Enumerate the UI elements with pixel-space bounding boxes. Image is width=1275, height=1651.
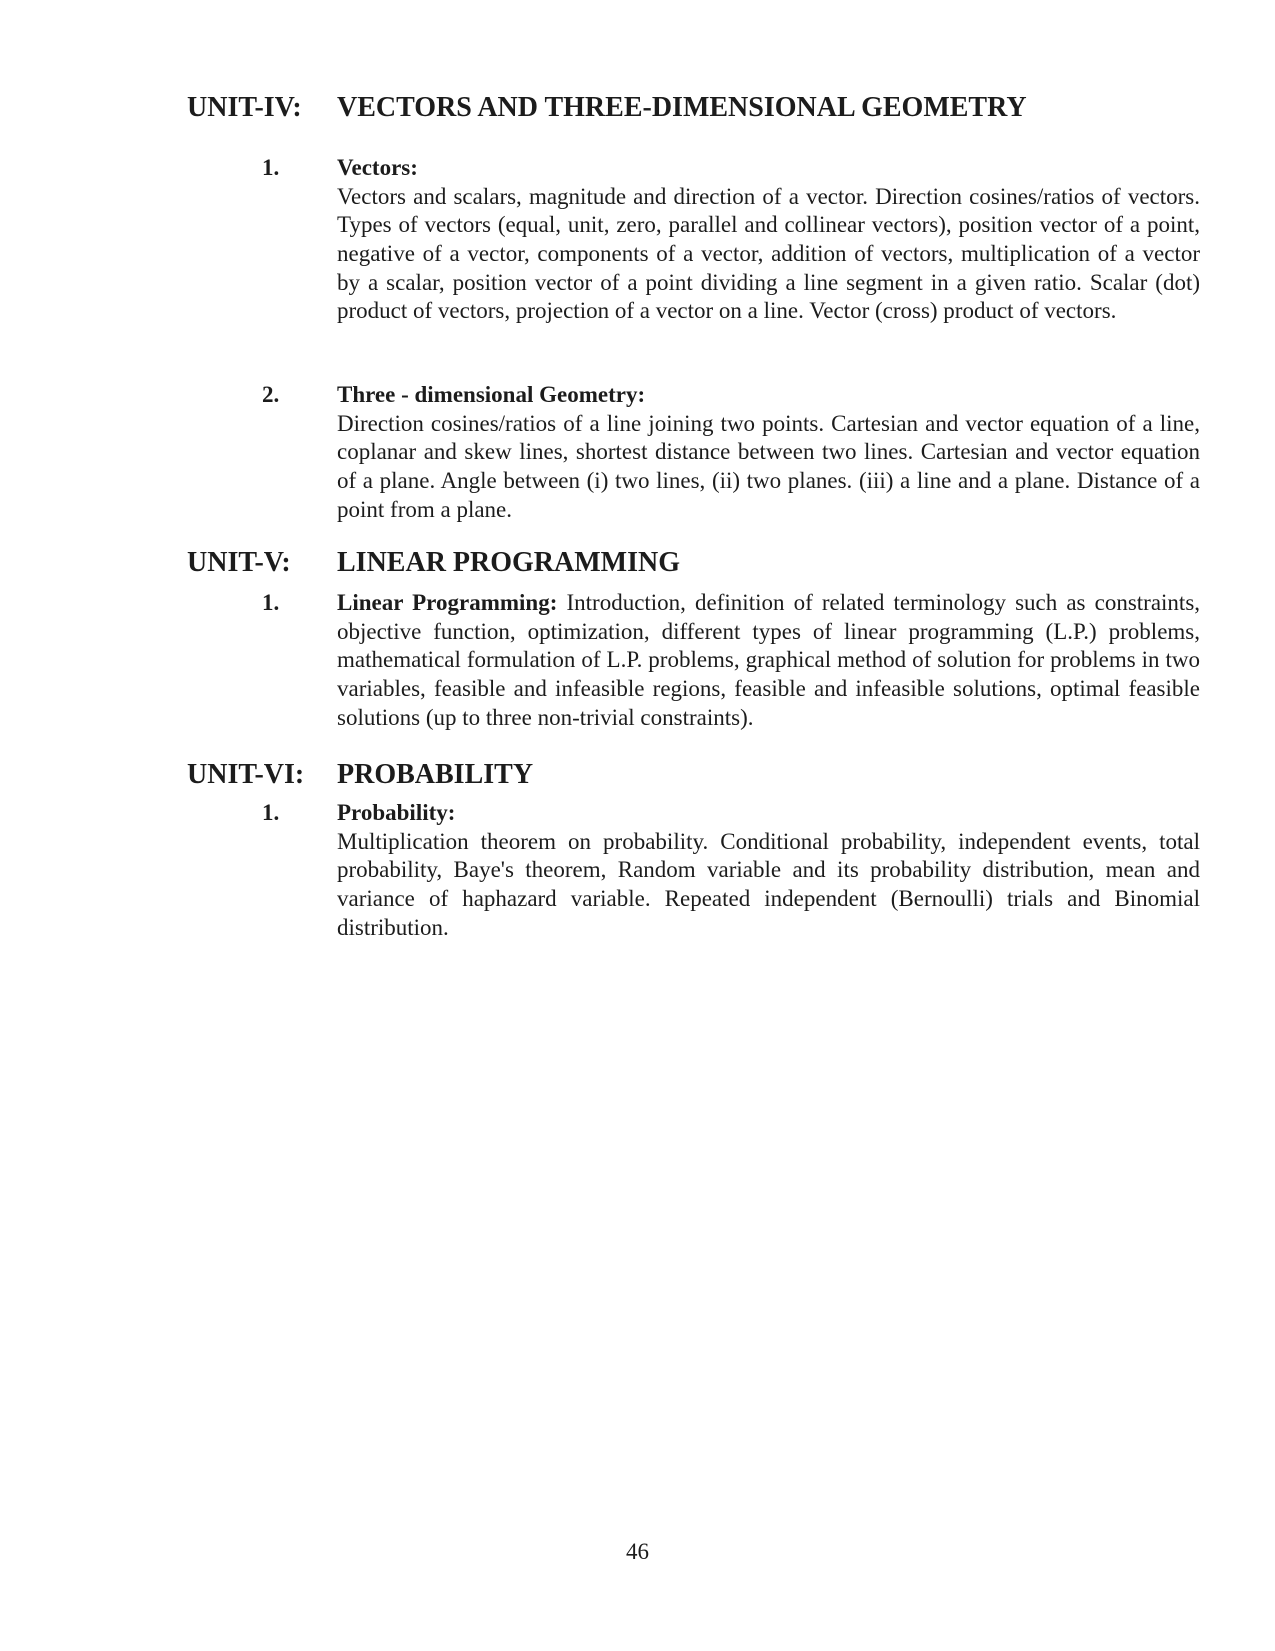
item-body: [337, 799, 1200, 942]
item-body: [337, 381, 1200, 524]
item-number: 2.: [262, 382, 280, 407]
unit-5-heading: [187, 547, 680, 579]
unit-6-heading: [187, 759, 533, 791]
item-text: Direction cosines/ratios of a line joining two points. Cartesian and vector equation of a line, coplanar and skew lines, shortest distance between two lines. Cartesian and vector equation of a plane. Angle between (i) two lines, (ii) two planes. (iii) a line and a plane. Distance of a point from a plane.: [337, 410, 1200, 522]
item-heading: Probability:: [337, 800, 456, 825]
item-number: 1.: [262, 155, 280, 180]
item-body: [337, 589, 1200, 733]
item-text: Multiplication theorem on probability. Conditional probability, independent events, total probability, Baye's theorem, Random variable and its probability distribution, mean and variance of haphazard variable. Repeated independent (Bernoulli) trials and Binomial distribution.: [337, 828, 1200, 940]
item-heading: Linear Programming:: [337, 590, 558, 615]
unit-title: PROBABILITY: [337, 759, 534, 790]
unit-label: UNIT-VI:: [187, 759, 305, 790]
item-heading: Three - dimensional Geometry:: [337, 382, 646, 407]
item-number: 1.: [262, 800, 280, 825]
unit-4-item-3d-geometry: [262, 381, 1200, 524]
unit-5-item-linear-programming: [262, 589, 1200, 733]
item-text: Vectors and scalars, magnitude and direction of a vector. Direction cosines/ratios of vectors. Types of vectors (equal, unit, zero, parallel and collinear vectors), position vector of a point, negative of a vector, components of a vector, addition of vectors, multiplication of a vector by a scalar, position vector of a point dividing a line segment in a given ratio. Scalar (dot) product of vectors, projection of a vector on a line. Vector (cross) product of vectors.: [337, 183, 1200, 324]
unit-4-heading: [187, 92, 1027, 124]
unit-label: UNIT-V:: [187, 547, 291, 578]
item-number: 1.: [262, 590, 280, 615]
unit-title: VECTORS AND THREE-DIMENSIONAL GEOMETRY: [337, 92, 1027, 123]
item-text: Introduction, definition of related terminology such as constraints, objective function, optimization, different types of linear programming (L.P.) problems, mathematical formulation of L.P. problems, graphical method of solution for problems in two variables, feasible and infeasible regions, feasible and infeasible solutions, optimal feasible solutions (up to three non-trivial constraints).: [337, 590, 1201, 730]
page-number: 46: [626, 1539, 649, 1564]
unit-title: LINEAR PROGRAMMING: [337, 547, 680, 578]
unit-4-item-vectors: [262, 154, 1200, 326]
unit-label: UNIT-IV:: [187, 92, 302, 123]
item-body: [337, 154, 1200, 326]
unit-6-item-probability: [262, 799, 1200, 942]
item-heading: Vectors:: [337, 155, 418, 180]
